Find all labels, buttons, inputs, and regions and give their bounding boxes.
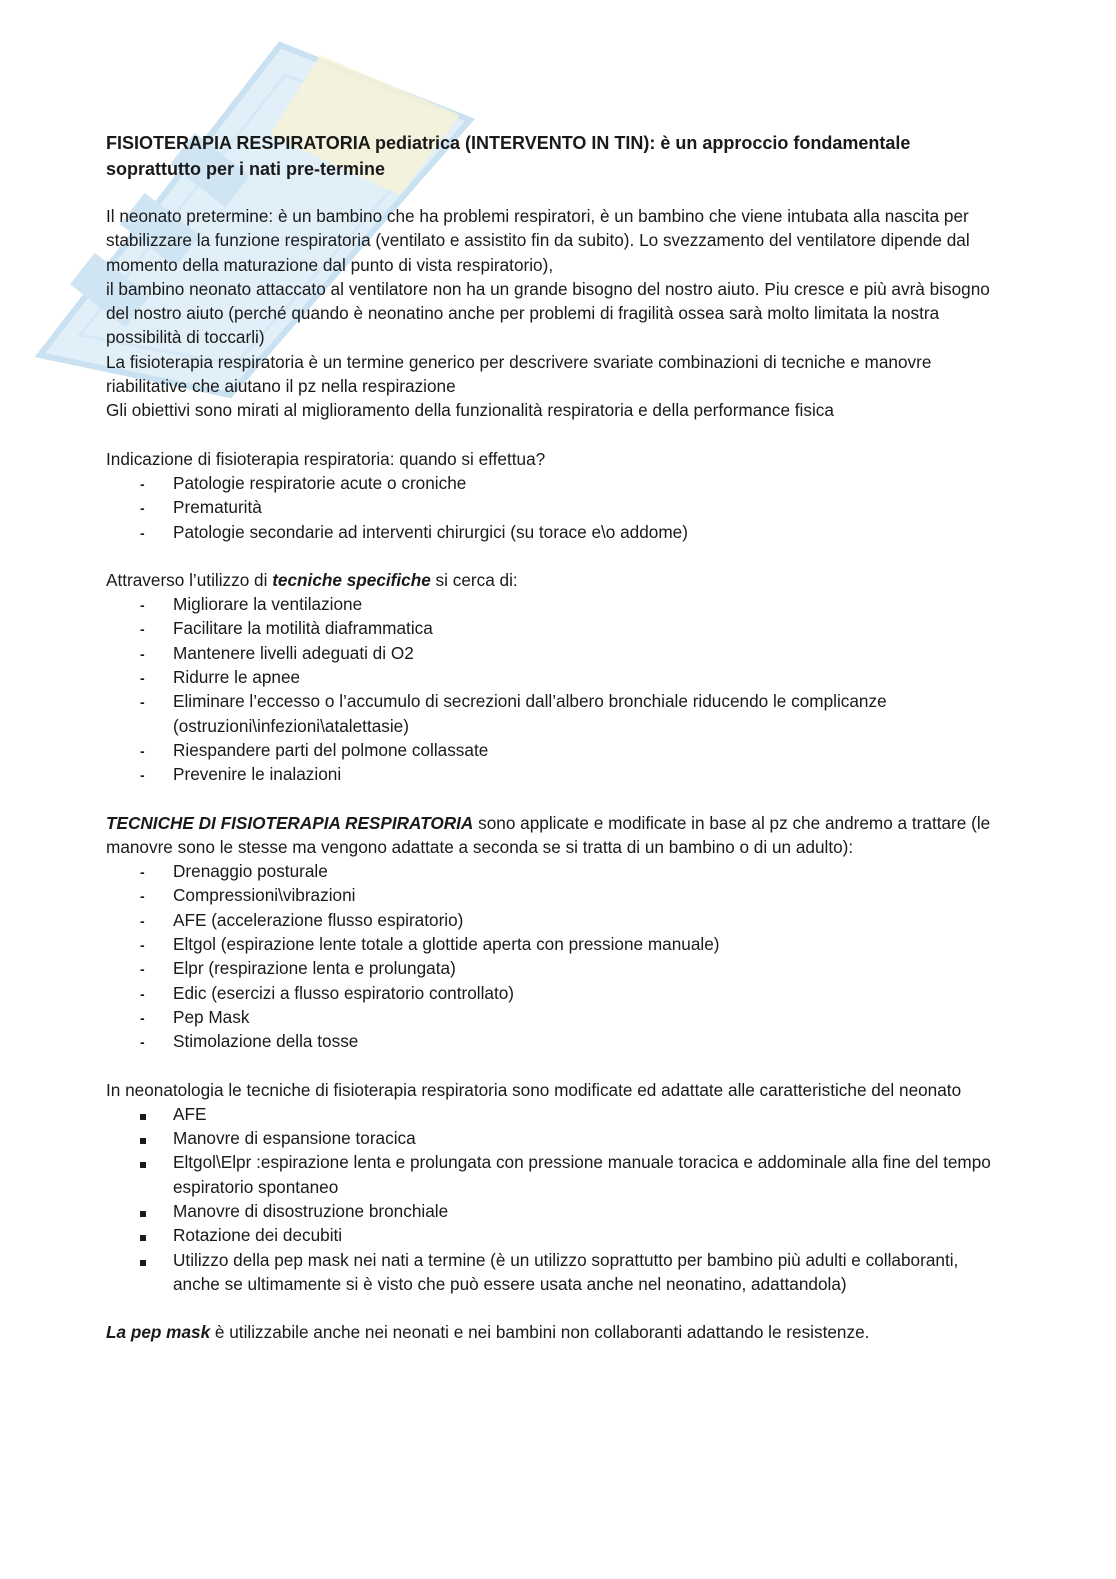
square-bullet-icon xyxy=(140,1102,146,1126)
dash-bullet-icon xyxy=(140,956,145,981)
dash-bullet-icon xyxy=(140,1029,145,1054)
list-item: - Prevenire le inalazioni xyxy=(106,762,1006,786)
list-item: - Mantenere livelli adeguati di O2 xyxy=(106,641,1006,665)
list-item: - Drenaggio posturale xyxy=(106,859,1006,883)
square-bullet-icon xyxy=(140,1126,146,1150)
list-item: - Compressioni\vibrazioni xyxy=(106,883,1006,907)
indicazioni-section xyxy=(106,447,1006,544)
list-item: AFE xyxy=(106,1102,1006,1126)
dash-bullet-icon xyxy=(140,883,145,908)
dash-bullet-icon xyxy=(140,908,145,933)
neonatologia-section xyxy=(106,1078,1006,1297)
dash-bullet-icon xyxy=(140,689,145,714)
list-item: - AFE (accelerazione flusso espiratorio) xyxy=(106,908,1006,932)
list-item: - Patologie respiratorie acute o croniche xyxy=(106,471,1006,495)
obiettivi-section xyxy=(106,568,1006,787)
square-bullet-icon xyxy=(140,1248,146,1272)
square-bullet-icon xyxy=(140,1199,146,1223)
list-item: Eltgol\Elpr :espirazione lenta e prolungata con pressione manuale toracica e addominale alla fine del tempo espiratorio spontaneo xyxy=(106,1150,1006,1199)
list-item: Manovre di espansione toracica xyxy=(106,1126,1006,1150)
dash-bullet-icon xyxy=(140,665,145,690)
list-item: - Migliorare la ventilazione xyxy=(106,592,1006,616)
intro-paragraph: La fisioterapia respiratoria è un termine generico per descrivere svariate combinazioni di tecniche e manovre riabilitative che aiutano il pz nella respirazione xyxy=(106,351,932,397)
dash-bullet-icon xyxy=(140,495,145,520)
list-item: - Prematurità xyxy=(106,495,1006,519)
intro-paragraph: Gli obiettivi sono mirati al miglioramento della funzionalità respiratoria e della performance fisica xyxy=(106,400,834,421)
dash-bullet-icon xyxy=(140,471,145,496)
dash-bullet-icon xyxy=(140,932,145,957)
list-item: Rotazione dei decubiti xyxy=(106,1223,1006,1247)
document-page xyxy=(106,130,1006,1368)
list-item: - Elpr (respirazione lenta e prolungata) xyxy=(106,956,1006,980)
tecniche-section xyxy=(106,811,1006,1054)
square-bullet-icon xyxy=(140,1150,146,1174)
dash-bullet-icon xyxy=(140,616,145,641)
dash-bullet-icon xyxy=(140,641,145,666)
intro-paragraph: Il neonato pretermine: è un bambino che ha problemi respiratori, è un bambino che viene intubata alla nascita per stabilizzare la funzione respiratoria (ventilato e assistito fin da subito). Lo svezzamento del ventilatore dipende dal momento della maturazione dal punto di vista respiratorio), xyxy=(106,206,970,275)
list-item: - Stimolazione della tosse xyxy=(106,1029,1006,1053)
list-item: - Patologie secondarie ad interventi chirurgici (su torace e\o addome) xyxy=(106,520,1006,544)
dash-bullet-icon xyxy=(140,762,145,787)
list-item: - Eltgol (espirazione lente totale a glottide aperta con pressione manuale) xyxy=(106,932,1006,956)
tecniche-list xyxy=(106,859,1006,1053)
intro-section xyxy=(106,204,1006,423)
dash-bullet-icon xyxy=(140,1005,145,1030)
obiettivi-list xyxy=(106,592,1006,786)
section-heading: Attraverso l’utilizzo di tecniche specifiche si cerca di: xyxy=(106,569,518,590)
dash-bullet-icon xyxy=(140,520,145,545)
dash-bullet-icon xyxy=(140,859,145,884)
list-item: - Facilitare la motilità diaframmatica xyxy=(106,616,1006,640)
intro-paragraph: il bambino neonato attaccato al ventilatore non ha un grande bisogno del nostro aiuto. Piu cresce e più avrà bisogno del nostro aiuto (perché quando è neonatino anche per problemi di fragilità ossea sarà molto limitata la nostra possibilità di toccarli) xyxy=(106,278,990,348)
list-item: Manovre di disostruzione bronchiale xyxy=(106,1199,1006,1223)
list-item: - Edic (esercizi a flusso espiratorio controllato) xyxy=(106,981,1006,1005)
list-item: - Ridurre le apnee xyxy=(106,665,1006,689)
list-item: - Eliminare l’eccesso o l’accumulo di secrezioni dall’albero bronchiale riducendo le complicanze (ostruzioni\infezioni\atalettasie) xyxy=(106,689,1006,738)
closing-paragraph: La pep mask è utilizzabile anche nei neonati e nei bambini non collaboranti adattando le resistenze. xyxy=(106,1322,870,1343)
indicazioni-list xyxy=(106,471,1006,544)
pepmask-section xyxy=(106,1320,1006,1344)
dash-bullet-icon xyxy=(140,592,145,617)
section-heading: Indicazione di fisioterapia respiratoria: quando si effettua? xyxy=(106,448,546,469)
square-bullet-icon xyxy=(140,1223,146,1247)
document-title: FISIOTERAPIA RESPIRATORIA pediatrica (INTERVENTO IN TIN): è un approccio fondamentale soprattutto per i nati pre-termine xyxy=(106,133,911,179)
dash-bullet-icon xyxy=(140,981,145,1006)
section-heading: In neonatologia le tecniche di fisioterapia respiratoria sono modificate ed adattate alle caratteristiche del neonato xyxy=(106,1079,962,1100)
list-item: Utilizzo della pep mask nei nati a termine (è un utilizzo soprattutto per bambino più adulti e collaboranti, anche se ultimamente si è visto che può essere usata anche nel neonatino, adattandola) xyxy=(106,1248,1006,1297)
section-heading: TECNICHE DI FISIOTERAPIA RESPIRATORIA sono applicate e modificate in base al pz che andremo a trattare (le manovre sono le stesse ma vengono adattate a seconda se si tratta di un bambino o di un adulto): xyxy=(106,812,991,857)
list-item: - Pep Mask xyxy=(106,1005,1006,1029)
list-item: - Riespandere parti del polmone collassate xyxy=(106,738,1006,762)
dash-bullet-icon xyxy=(140,738,145,763)
neonatologia-list xyxy=(106,1102,1006,1296)
